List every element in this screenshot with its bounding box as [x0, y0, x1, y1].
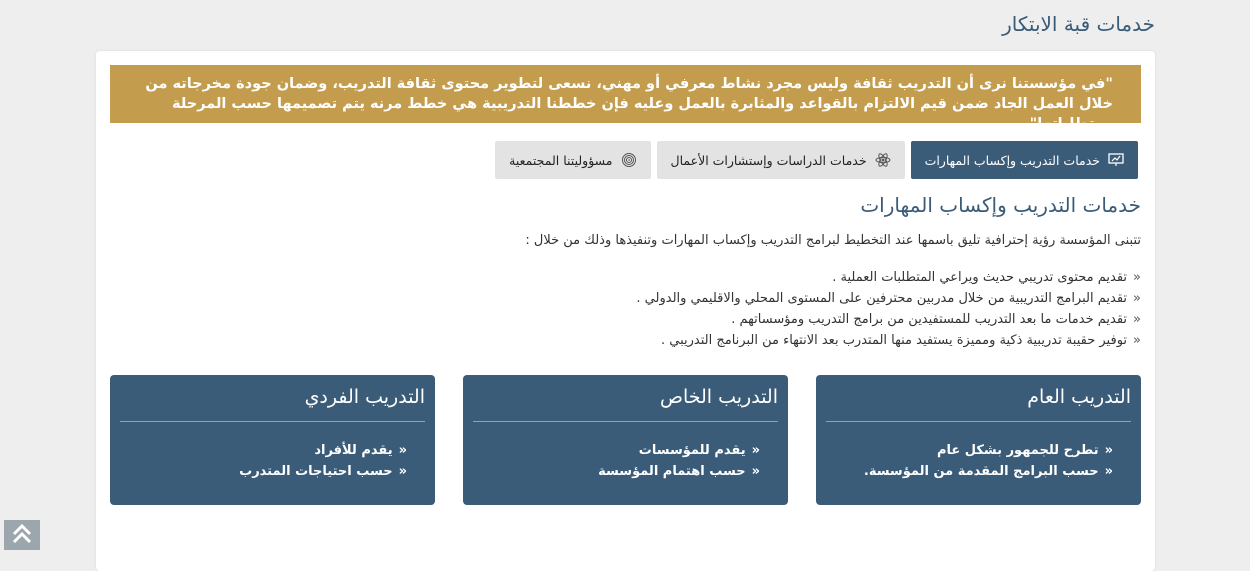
box-list	[120, 440, 425, 482]
tab-label: خدمات الدراسات وإستشارات الأعمال	[670, 152, 867, 168]
chevron-left-icon: «	[1133, 333, 1141, 348]
list-item	[826, 440, 1113, 461]
box-title: التدريب العام	[1027, 386, 1131, 408]
list-item	[636, 309, 1141, 330]
training-box-individual	[110, 375, 435, 505]
list-item	[826, 461, 1113, 482]
list-item	[120, 440, 407, 461]
list-item	[636, 267, 1141, 288]
list-item	[636, 288, 1141, 309]
list-item	[120, 461, 407, 482]
box-title: التدريب الخاص	[659, 386, 778, 408]
section-title: خدمات التدريب وإكساب المهارات	[860, 193, 1141, 217]
fingerprint-icon	[621, 152, 637, 168]
feature-text: توفير حقيبة تدريبية ذكية ومميزة يستفيد منها المتدرب بعد الانتهاء من البرنامج التدريبي .	[660, 333, 1128, 348]
feature-text: تقديم خدمات ما بعد التدريب للمستفيدين من برامج التدريب ومؤسساتهم .	[731, 312, 1128, 327]
box-list	[826, 440, 1131, 482]
mission-quote-text: "في مؤسستنا نرى أن التدريب ثقافة وليس مجرد نشاط معرفي أو مهني، نسعى لتطوير محتوى ثقافة التدريب، وضمان جودة مخرجاته من خلال العمل الجاد ضمن قيم الالتزام بالقواعد والمثابرة بالعمل وعليه فإن خططنا التدريبية هي خطط مرنه يتم تصميمها حسب المرحلة ومتطلباتها"	[145, 76, 1113, 132]
chevron-left-icon: «	[1133, 312, 1141, 327]
box-item-text: يقدم للمؤسسات	[638, 443, 746, 458]
list-item	[473, 461, 760, 482]
divider	[826, 421, 1131, 422]
tab-social-responsibility[interactable]	[495, 141, 650, 179]
scroll-to-top-button[interactable]	[4, 520, 40, 550]
presentation-board-icon	[1108, 152, 1124, 168]
box-item-text: يقدم للأفراد	[314, 443, 393, 458]
tab-label: خدمات التدريب وإكساب المهارات	[924, 152, 1100, 168]
training-box-private	[463, 375, 788, 505]
page-title: خدمات قبة الابتكار	[1002, 12, 1155, 36]
training-types	[110, 375, 1141, 505]
chevron-left-icon: «	[398, 443, 407, 458]
feature-text: تقديم محتوى تدريبي حديث ويراعي المتطلبات العملية .	[832, 270, 1128, 285]
box-item-text: تطرح للجمهور بشكل عام	[936, 443, 1099, 458]
divider	[120, 421, 425, 422]
chevron-left-icon: «	[751, 443, 760, 458]
chevron-left-icon: «	[1133, 270, 1141, 285]
feature-text: تقديم البرامج التدريبية من خلال مدربين محترفين على المستوى المحلي والاقليمي والدولي .	[636, 291, 1128, 306]
tab-label: مسؤوليتنا المجتمعية	[509, 152, 613, 168]
chevron-left-icon: «	[1104, 464, 1113, 479]
chevron-left-icon: «	[751, 464, 760, 479]
tab-consulting-services[interactable]	[657, 141, 905, 179]
chevron-left-icon: «	[398, 464, 407, 479]
feature-list	[636, 267, 1141, 351]
chevron-left-icon: «	[1104, 443, 1113, 458]
services-tabs	[495, 141, 1138, 179]
section-intro: تتبنى المؤسسة رؤية إحترافية تليق باسمها عند التخطيط لبرامج التدريب وإكساب المهارات وتنفيذها وذلك من خلال :	[525, 233, 1141, 248]
chevron-left-icon: «	[1133, 291, 1141, 306]
training-box-general	[816, 375, 1141, 505]
atom-icon	[875, 152, 891, 168]
list-item	[473, 440, 760, 461]
box-list	[473, 440, 778, 482]
tab-training-services[interactable]	[911, 141, 1138, 179]
box-title: التدريب الفردي	[304, 386, 425, 408]
mission-quote-banner	[110, 65, 1141, 132]
list-item	[636, 330, 1141, 351]
divider	[473, 421, 778, 422]
box-item-text: حسب احتياجات المتدرب	[239, 464, 393, 479]
double-chevron-up-icon	[10, 521, 34, 549]
box-item-text: حسب اهتمام المؤسسة	[598, 464, 746, 479]
box-item-text: حسب البرامج المقدمة من المؤسسة.	[863, 464, 1099, 479]
